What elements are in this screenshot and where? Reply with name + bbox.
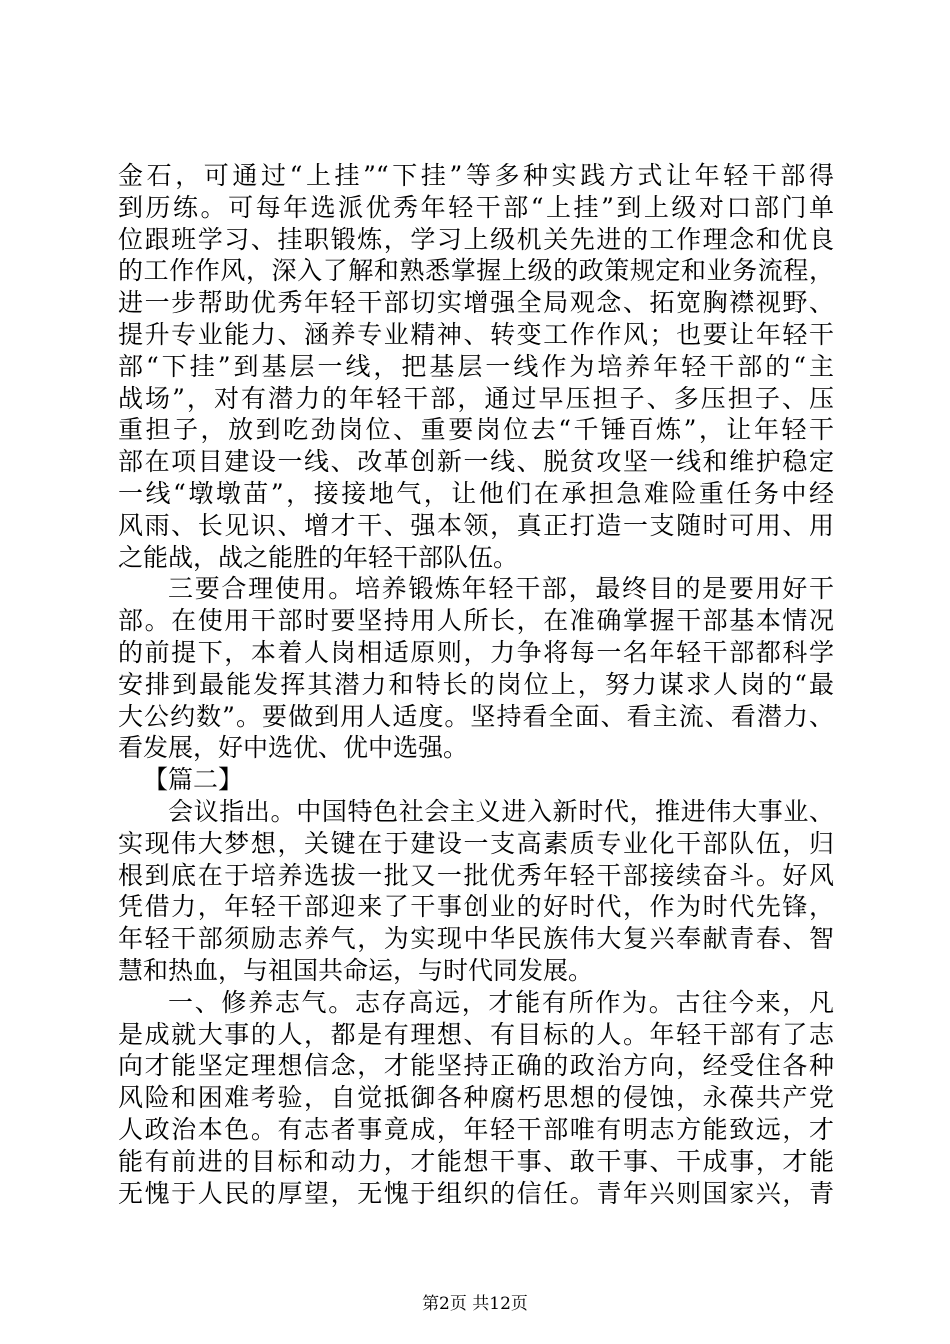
text-line: 人政治本色。有志者事竟成，年轻干部唯有明志方能致远，才	[118, 1114, 834, 1144]
body-text	[118, 160, 834, 1209]
text-line: 到历练。可每年选派优秀年轻干部“上挂”到上级对口部门单	[118, 192, 834, 222]
text-line: 风险和困难考验，自觉抵御各种腐朽思想的侵蚀，永葆共产党	[118, 1083, 834, 1113]
text-line: 年轻干部须励志养气，为实现中华民族伟大复兴奉献青春、智	[118, 924, 834, 954]
section-heading: 【篇二】	[143, 765, 244, 795]
text-line: 慧和热血，与祖国共命运，与时代同发展。	[118, 955, 594, 985]
text-line: 战场”，对有潜力的年轻干部，通过早压担子、多压担子、压	[118, 383, 834, 413]
text-line: 实现伟大梦想，关键在于建设一支高素质专业化干部队伍，归	[118, 828, 834, 858]
text-line: 金石，可通过“上挂”“下挂”等多种实践方式让年轻干部得	[118, 161, 834, 190]
text-line: 之能战，战之能胜的年轻干部队伍。	[118, 542, 519, 572]
text-line: 重担子，放到吃劲岗位、重要岗位去“千锤百炼”，让年轻干	[118, 415, 834, 445]
text-line: 向才能坚定理想信念，才能坚持正确的政治方向，经受住各种	[118, 1051, 834, 1081]
text-line: 的前提下，本着人岗相适原则，力争将每一名年轻干部都科学	[118, 637, 834, 667]
text-line: 位跟班学习、挂职锻炼，学习上级机关先进的工作理念和优良	[118, 224, 834, 254]
text-line: 进一步帮助优秀年轻干部切实增强全局观念、拓宽胸襟视野、	[118, 288, 834, 318]
page-number-footer: 第2页 共12页	[422, 1294, 528, 1314]
text-line: 三要合理使用。培养锻炼年轻干部，最终目的是要用好干	[168, 574, 834, 604]
text-line: 会议指出。中国特色社会主义进入新时代，推进伟大事业、	[168, 796, 834, 826]
text-line: 看发展，好中选优、优中选强。	[118, 733, 469, 763]
text-line: 提升专业能力、涵养专业精神、转变工作作风；也要让年轻干	[118, 319, 834, 349]
text-line: 一线“墩墩苗”，接接地气，让他们在承担急难险重任务中经	[118, 478, 834, 508]
text-line: 无愧于人民的厚望，无愧于组织的信任。青年兴则国家兴，青	[118, 1178, 834, 1208]
text-line: 部。在使用干部时要坚持用人所长，在准确掌握干部基本情况	[118, 606, 834, 636]
text-line: 大公约数”。要做到用人适度。坚持看全面、看主流、看潜力、	[118, 701, 834, 731]
text-line: 根到底在于培养选拔一批又一批优秀年轻干部接续奋斗。好风	[118, 860, 834, 890]
text-line: 能有前进的目标和动力，才能想干事、敢干事、干成事，才能	[118, 1146, 834, 1176]
text-line: 部“下挂”到基层一线，把基层一线作为培养年轻干部的“主	[118, 351, 834, 381]
text-line: 安排到最能发挥其潜力和特长的岗位上，努力谋求人岗的“最	[118, 669, 834, 699]
text-line: 风雨、长见识、增才干、强本领，真正打造一支随时可用、用	[118, 510, 834, 540]
text-line: 凭借力，年轻干部迎来了干事创业的好时代，作为时代先锋，	[118, 892, 834, 922]
text-line: 的工作作风，深入了解和熟悉掌握上级的政策规定和业务流程，	[118, 256, 834, 286]
text-line: 是成就大事的人，都是有理想、有目标的人。年轻干部有了志	[118, 1019, 834, 1049]
text-line: 一、修养志气。志存高远，才能有所作为。古往今来，凡	[168, 987, 834, 1017]
text-line: 部在项目建设一线、改革创新一线、脱贫攻坚一线和维护稳定	[118, 447, 834, 477]
